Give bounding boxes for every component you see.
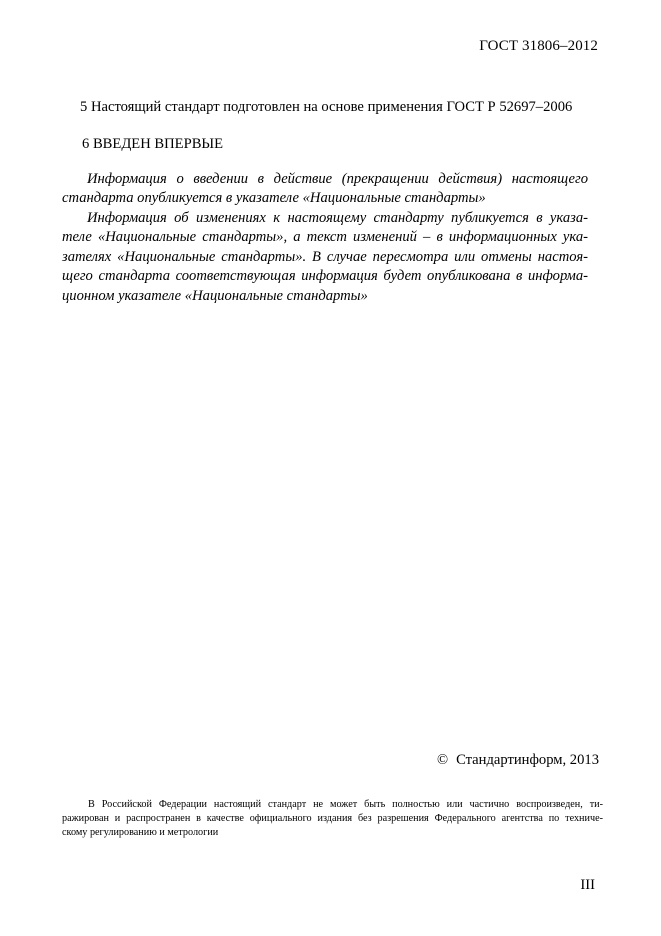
copyright-symbol: © xyxy=(436,752,449,768)
copyright-text: Стандартинформ, 2013 xyxy=(456,752,599,768)
copyright-notice xyxy=(437,752,599,769)
info-line: теле «Национальные стандарты», а текст изменений – в информационных ука- xyxy=(62,229,588,246)
info-line: Информация о введении в действие (прекращении действия) настоящего xyxy=(87,171,588,187)
legal-notice xyxy=(62,798,603,840)
info-line: щего стандарта соответствующая информация будет опубликована в информа- xyxy=(62,268,588,285)
info-line: стандарта опубликуется в указателе «Национальные стандарты» xyxy=(62,190,486,207)
info-line: Информация об изменениях к настоящему стандарту публикуется в указа- xyxy=(87,210,588,226)
info-line: зателях «Национальные стандарты». В случае пересмотра или отмены настоя- xyxy=(62,248,588,265)
info-paragraph-introduction xyxy=(62,170,588,209)
legal-line: В Российской Федерации настоящий стандарт не может быть полностью или частично воспроизведен, ти- xyxy=(88,799,603,810)
info-paragraph-changes xyxy=(62,209,588,306)
preface-item-6: 6 ВВЕДЕН ВПЕРВЫЕ xyxy=(82,136,224,152)
preface-item-5: 5 Настоящий стандарт подготовлен на основе применения ГОСТ Р 52697–2006 xyxy=(80,99,573,115)
page-number: III xyxy=(580,877,595,893)
standard-code-header: ГОСТ 31806–2012 xyxy=(479,38,598,54)
legal-line: ражирован и распространен в качестве официального издания без разрешения Федерального агентства по техниче- xyxy=(62,813,603,824)
info-line: ционном указателе «Национальные стандарты» xyxy=(62,287,368,304)
legal-line: скому регулированию и метрологии xyxy=(62,827,219,838)
